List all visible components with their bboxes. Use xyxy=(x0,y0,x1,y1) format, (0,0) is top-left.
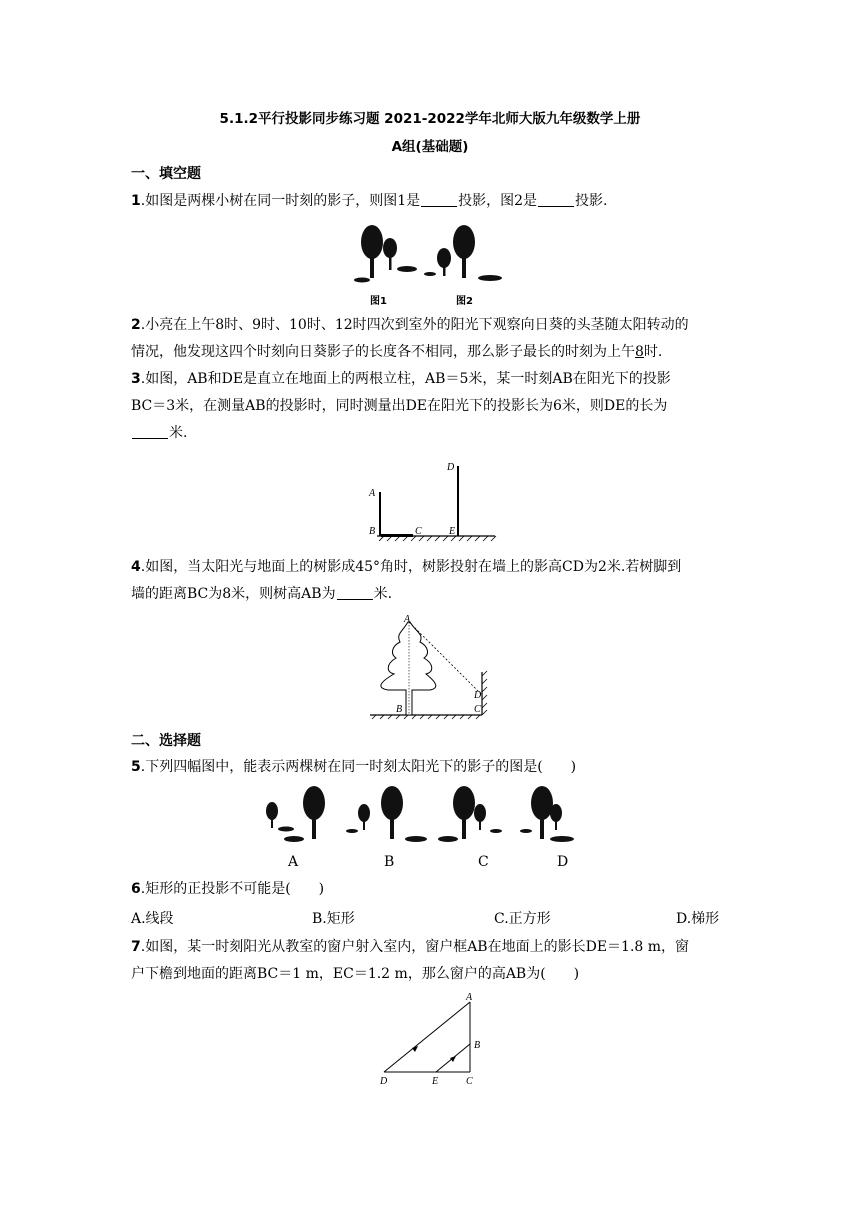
question-number: 7 xyxy=(131,939,141,955)
choice-b: B.矩形 xyxy=(312,911,355,927)
svg-text:E: E xyxy=(432,1076,439,1087)
svg-text:D: D xyxy=(474,690,482,701)
section-multiple-choice: 二、选择题 xyxy=(131,733,201,749)
figure-two-poles xyxy=(365,458,515,546)
ray-arrow xyxy=(450,1056,456,1062)
option-d-trees xyxy=(520,786,574,842)
tree-outline xyxy=(381,622,436,715)
page-title: 5.1.2平行投影同步练习题 2021-2022学年北师大版九年级数学上册 xyxy=(219,111,641,127)
option-label-d: D xyxy=(557,854,569,870)
svg-text:B: B xyxy=(474,1040,481,1051)
figure-window-light xyxy=(372,992,502,1088)
section-fill-in: 一、填空题 xyxy=(131,166,201,182)
figure-tree-wall xyxy=(366,612,496,722)
question-1: 1.如图是两棵小树在同一时刻的影子，则图1是 投影，图2是 投影. xyxy=(131,193,608,209)
svg-text:A: A xyxy=(369,488,376,499)
option-label-a: A xyxy=(288,854,299,870)
svg-text:E: E xyxy=(449,526,456,537)
option-c-trees xyxy=(438,786,502,842)
page-subtitle: A组(基础题) xyxy=(391,139,469,155)
figure-two-trees xyxy=(352,218,512,308)
svg-text:C: C xyxy=(474,704,481,715)
figure-label-2: 图2 xyxy=(456,296,473,307)
filled-answer: 8 xyxy=(635,344,644,360)
option-label-c: C xyxy=(478,854,489,870)
svg-text:A: A xyxy=(404,614,411,625)
question-number: 3 xyxy=(131,371,141,387)
question-number: 4 xyxy=(131,559,141,575)
figure-tree-options xyxy=(258,785,578,847)
choice-a: A.线段 xyxy=(131,911,174,927)
question-2: 2.小亮在上午8时、9时、10时、12时四次到室外的阳光下观察向日葵的头茎随太阳转动的 情况，他发现这四个时刻向日葵影子的长度各不相同，那么影子最长的时刻为上午8时. xyxy=(131,317,689,360)
question-number: 2 xyxy=(131,317,141,333)
choice-d: D.梯形 xyxy=(676,911,720,927)
tree-figure-1 xyxy=(354,225,417,283)
svg-text:C: C xyxy=(415,526,422,537)
svg-text:B: B xyxy=(369,526,376,537)
tree-figure-2 xyxy=(424,225,502,281)
question-6: 6.矩形的正投影不可能是( ) xyxy=(131,881,325,897)
question-4: 4.如图，当太阳光与地面上的树影成45°角时，树影投射在墙上的影高CD为2米.若树脚到 墙的距离BC为8米，则树高AB为 米. xyxy=(131,559,682,602)
svg-text:D: D xyxy=(447,462,455,473)
shadow-bc xyxy=(381,534,413,537)
question-3: 3.如图，AB和DE是直立在地面上的两根立柱，AB＝5米，某一时刻AB在阳光下的投影 BC＝3米，在测量AB的投影时，同时测量出DE在阳光下的投影长为6米，则DE的长为 米. xyxy=(131,371,671,441)
svg-text:A: A xyxy=(466,992,473,1003)
svg-text:C: C xyxy=(466,1076,473,1087)
option-b-trees xyxy=(346,786,427,842)
answer-blank xyxy=(538,192,574,207)
wall-hatch xyxy=(482,671,487,715)
option-a-trees xyxy=(266,786,325,842)
question-number: 6 xyxy=(131,881,141,897)
question-7: 7.如图，某一时刻阳光从教室的窗户射入室内，窗户框AB在地面上的影长DE＝1.8 m，窗 户下檐到地面的距离BC＝1 m，EC＝1.2 m，那么窗户的高AB为( ) xyxy=(131,939,690,982)
choice-c: C.正方形 xyxy=(494,911,551,927)
question-number: 5 xyxy=(131,759,141,775)
question-number: 1 xyxy=(131,193,141,209)
pole-ab xyxy=(379,492,381,536)
pole-de xyxy=(457,466,459,536)
question-5: 5.下列四幅图中，能表示两棵树在同一时刻太阳光下的影子的图是( ) xyxy=(131,759,577,775)
option-label-b: B xyxy=(384,854,395,870)
answer-blank xyxy=(421,192,457,207)
svg-text:B: B xyxy=(396,704,403,715)
svg-text:D: D xyxy=(380,1076,388,1087)
answer-blank xyxy=(337,585,373,600)
figure-label-1: 图1 xyxy=(370,296,387,307)
answer-blank xyxy=(132,424,168,439)
